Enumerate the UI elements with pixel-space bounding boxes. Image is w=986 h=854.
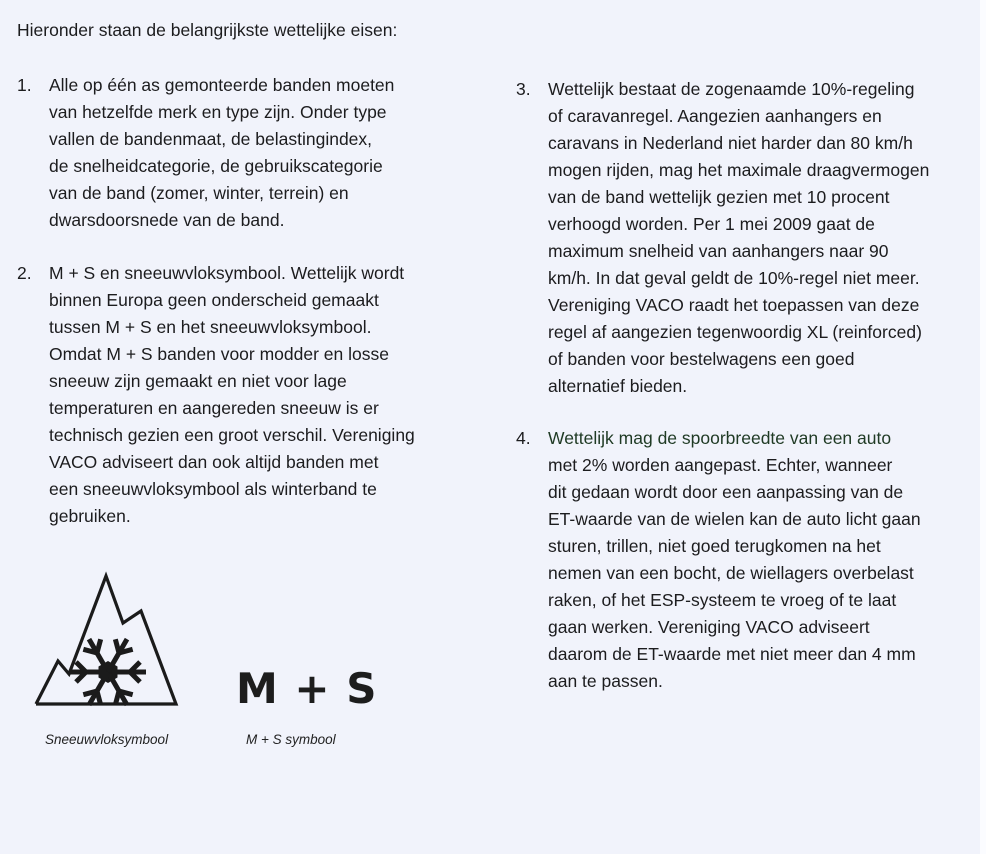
text-line: ET-waarde van de wielen kan de auto licht gaan	[548, 509, 921, 529]
text-line: binnen Europa geen onderscheid gemaakt	[49, 290, 379, 310]
text-line: nemen van een bocht, de wiellagers overbelast	[548, 563, 914, 583]
text-line: alternatief bieden.	[548, 376, 688, 396]
text-line: dit gedaan wordt door een aanpassing van de	[548, 482, 904, 502]
list-item-body	[548, 425, 921, 695]
snowflake-symbol-caption: Sneeuwvloksymbool	[45, 732, 169, 747]
text-line: maximum snelheid van aanhangers naar 90	[548, 241, 889, 261]
text-line: verhoogd worden. Per 1 mei 2009 gaat de	[548, 214, 875, 234]
list-item-body	[548, 76, 929, 400]
text-line: van de band (zomer, winter, terrein) en	[49, 183, 349, 203]
text-line: temperaturen en aangereden sneeuw is er	[49, 398, 379, 418]
list-number: 4.	[516, 428, 531, 448]
text-line: met 2% worden aangepast. Echter, wanneer	[548, 455, 893, 475]
text-line: sneeuw zijn gemaakt en niet voor lage	[49, 371, 347, 391]
text-line: een sneeuwvloksymbool als winterband te	[49, 479, 377, 499]
text-line: technisch gezien een groot verschil. Vereniging	[49, 425, 415, 445]
text-line: daarom de ET-waarde met niet meer dan 4 mm	[548, 644, 916, 664]
text-line: vallen de bandenmaat, de belastingindex,	[49, 129, 373, 149]
text-line: Vereniging VACO raadt het toepassen van deze	[548, 295, 920, 315]
text-line: regel af aangezien tegenwoordig XL (reinforced)	[548, 322, 922, 342]
text-line: caravans in Nederland niet harder dan 80 km/h	[548, 133, 913, 153]
list-item-body	[49, 260, 415, 530]
text-line: M + S en sneeuwvloksymbool. Wettelijk wordt	[49, 263, 405, 283]
ms-symbol-caption: M + S symbool	[246, 732, 336, 747]
text-line: km/h. In dat geval geldt de 10%-regel niet meer.	[548, 268, 920, 288]
text-line: gaan werken. Vereniging VACO adviseert	[548, 617, 870, 637]
text-line: van hetzelfde merk en type zijn. Onder type	[49, 102, 387, 122]
text-line: of banden voor bestelwagens een goed	[548, 349, 855, 369]
text-line: raken, of het ESP-systeem te vroeg of te laat	[548, 590, 897, 610]
list-item-body	[49, 72, 394, 234]
page-edge	[980, 0, 986, 854]
ms-symbol-mark: M + S	[236, 664, 378, 713]
mountain-outline	[36, 576, 176, 704]
intro-text: Hieronder staan de belangrijkste wettelijke eisen:	[17, 20, 398, 40]
text-line: de snelheidcategorie, de gebruikscategorie	[49, 156, 383, 176]
text-line: gebruiken.	[49, 506, 131, 526]
text-line: van de band wettelijk gezien met 10 procent	[548, 187, 890, 207]
text-line: VACO adviseert dan ook altijd banden met	[49, 452, 379, 472]
text-line: mogen rijden, mag het maximale draagvermogen	[548, 160, 930, 180]
list-number: 1.	[17, 75, 32, 95]
text-line: Alle op één as gemonteerde banden moeten	[49, 75, 395, 95]
text-line: Wettelijk bestaat de zogenaamde 10%-regeling	[548, 79, 915, 99]
text-line: aan te passen.	[548, 671, 663, 691]
text-line: of caravanregel. Aangezien aanhangers en	[548, 106, 882, 126]
text-line: Omdat M + S banden voor modder en losse	[49, 344, 389, 364]
text-line: Wettelijk mag de spoorbreedte van een auto	[548, 428, 892, 448]
text-line: sturen, trillen, niet goed terugkomen na het	[548, 536, 881, 556]
list-number: 3.	[516, 79, 531, 99]
text-line: tussen M + S en het sneeuwvloksymbool.	[49, 317, 372, 337]
list-number: 2.	[17, 263, 32, 283]
mountain-snowflake-icon	[33, 566, 179, 712]
text-line: dwarsdoorsnede van de band.	[49, 210, 285, 230]
